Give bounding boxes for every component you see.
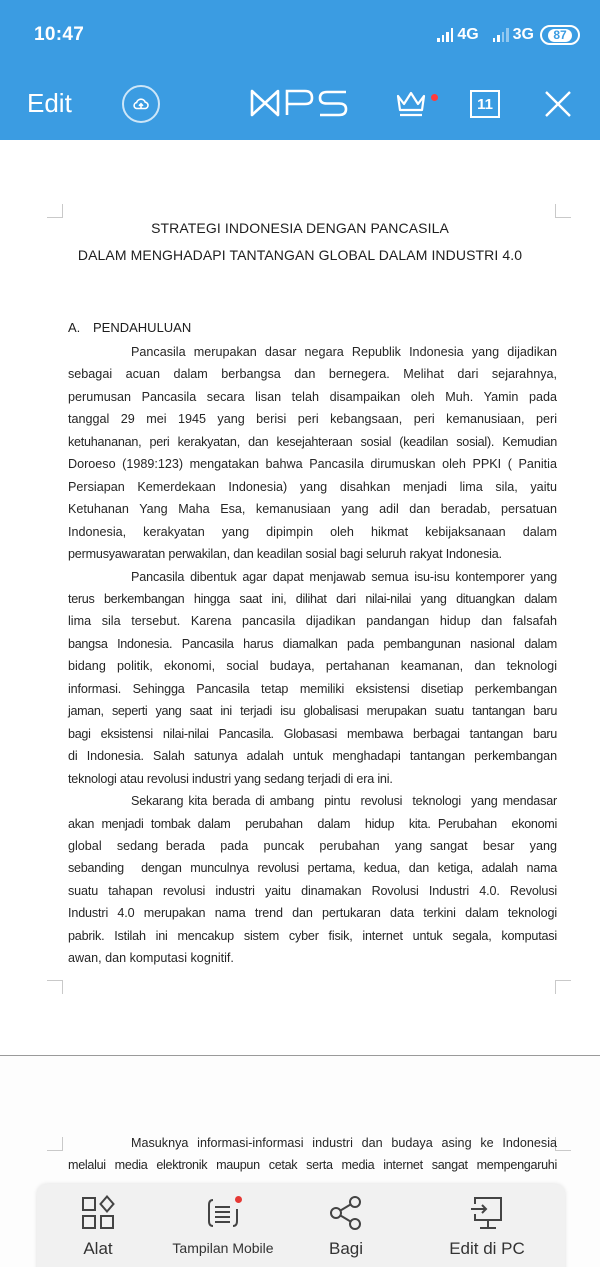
tab-label: Edit di PC xyxy=(449,1239,525,1258)
network-type-2: 3G xyxy=(512,26,534,43)
margin-corner-mark xyxy=(47,1137,63,1151)
text-line: tanggal 29 mei 1945 yang berisi peri kebangsaan, peri kemanusiaan, peri xyxy=(68,412,557,427)
tab-alat[interactable] xyxy=(65,1184,131,1267)
margin-corner-mark xyxy=(47,204,63,218)
text-line: bagi eksistensi nilai-nilai Pancasila. Globasasi membawa berbagai tantangan baru xyxy=(68,726,557,741)
page-count: 11 xyxy=(477,95,493,113)
text-line: permusyawaratan perwakilan, dan keadilan sosial bagi seluruh rakyat Indonesia. xyxy=(68,547,502,562)
edit-on-pc-icon xyxy=(469,1195,505,1231)
text-line: terus berkembangan hingga saat ini, dilihat dari nilai-nilai yang dituangkan dalam xyxy=(68,591,557,606)
page-count-button[interactable] xyxy=(470,90,500,118)
text-line: bangsa Indonesia. Pancasila harus diamalkan pada pembangunan nasional dalam xyxy=(68,636,557,651)
text-line: bidang politik, ekonomi, social budaya, pertahanan keamanan, dan teknologi xyxy=(68,659,557,674)
battery-level: 87 xyxy=(548,29,571,42)
close-icon[interactable] xyxy=(543,89,573,119)
text-line: global sedang berada pada puncak perubahan yang sangat besar yang xyxy=(68,838,557,853)
text-line: Pancasila merupakan dasar negara Republik Indonesia yang dijadikan xyxy=(131,345,557,359)
document-title-line-1: STRATEGI INDONESIA DENGAN PANCASILA xyxy=(151,220,449,236)
margin-corner-mark xyxy=(47,980,63,994)
text-line: Industri 4.0 merupakan nama trend dan pertukaran data terkini dalam teknologi xyxy=(68,906,557,921)
text-line: sebagai acuan dalam berbangsa dan bernegera. Melihat dari sejarahnya, xyxy=(68,367,557,382)
share-icon xyxy=(328,1195,364,1231)
page-1-body xyxy=(68,341,557,970)
wps-logo xyxy=(250,88,350,118)
text-line: Sekarang kita berada di ambang pintu revolusi teknologi yang mendasar xyxy=(131,794,557,809)
text-line: jaman, seperti yang saat ini terjadi isu globalisasi merupakan suatu tantangan baru xyxy=(68,704,557,719)
text-line: Pancasila dibentuk agar dapat menjawab semua isu-isu kontemporer yang xyxy=(131,569,557,584)
text-line: ketuhananan, peri kerakyatan, dan kesejahteraan sosial (keadilan sosial). Kemudian xyxy=(68,434,557,449)
text-line: awan, dan komputasi kognitif. xyxy=(68,951,234,966)
text-line: di Indonesia. Salah satunya adalah untuk menghadapi tantangan perkembangan xyxy=(68,749,557,764)
battery-icon xyxy=(540,25,580,45)
logo-text: WPS xyxy=(250,88,253,89)
signal-strength-icon xyxy=(493,28,509,42)
document-title-line-2: DALAM MENGHADAPI TANTANGAN GLOBAL DALAM INDUSTRI 4.0 xyxy=(77,247,523,263)
text-line: Persiapan Kemerdekaan Indonesia) yang disahkan menjadi lima sila, yaitu xyxy=(68,479,557,494)
edit-button[interactable]: Edit xyxy=(27,88,72,118)
crown-icon[interactable] xyxy=(394,88,428,118)
bottom-toolbar xyxy=(37,1184,565,1267)
margin-corner-mark xyxy=(555,204,571,218)
text-line: informasi. Sehingga Pancasila tetap memiliki eksistensi disetiap perkembangan xyxy=(68,681,557,696)
mobile-view-icon xyxy=(205,1195,241,1231)
tab-edit-di-pc[interactable] xyxy=(437,1184,537,1267)
text-line: akan menjadi tombak dalam perubahan dalam hidup kita. Perubahan ekonomi xyxy=(68,816,557,831)
tab-label: Tampilan Mobile xyxy=(172,1240,274,1256)
tab-label: Alat xyxy=(83,1239,113,1258)
section-title: PENDAHULUAN xyxy=(93,320,192,335)
text-line: lima sila tersebut. Karena pancasila dijadikan pandangan hidup dan falsafah xyxy=(68,614,557,629)
text-line: Ketuhanan Yang Maha Esa, kemanusiaan yang adil dan beradab, persatuan xyxy=(68,502,557,517)
network-type-1: 4G xyxy=(457,26,479,43)
section-number: A. xyxy=(68,320,81,335)
page-2-body xyxy=(68,1132,557,1177)
text-line: pabrik. Istilah ini mencakup sistem cyber fisik, internet untuk segala, komputasi xyxy=(68,928,557,943)
text-line: sebanding dengan munculnya revolusi pertama, kedua, dan ketiga, adalah nama xyxy=(68,861,557,876)
top-bar xyxy=(0,0,600,140)
text-line: teknologi atau revolusi industri yang sedang terjadi di era ini. xyxy=(68,771,393,786)
margin-corner-mark xyxy=(555,1137,571,1151)
text-line: Indonesia, kerakyatan yang dipimpin oleh hikmat kebijaksanaan dalam xyxy=(68,524,557,539)
text-line: Doroeso (1989:123) mengatakan bahwa Pancasila dirumuskan oleh PPKI ( Panitia xyxy=(68,457,557,472)
signal-strength-icon xyxy=(437,28,453,42)
notification-dot xyxy=(431,94,438,101)
tab-label: Bagi xyxy=(328,1239,364,1258)
cloud-upload-button[interactable] xyxy=(122,85,160,123)
tab-tampilan-mobile[interactable] xyxy=(165,1184,281,1267)
page-separator xyxy=(0,1055,600,1056)
section-heading xyxy=(68,320,191,335)
status-indicators xyxy=(437,24,580,46)
text-line: melalui media elektronik maupun cetak serta media internet sangat mempengaruhi xyxy=(68,1158,557,1173)
text-line: Masuknya informasi-informasi industri dan budaya asing ke Indonesia xyxy=(131,1136,557,1150)
text-line: perumusan Pancasila secara lisan telah disampaikan oleh Muh. Yamin pada xyxy=(68,389,557,404)
cloud-upload-icon xyxy=(132,97,150,111)
margin-corner-mark xyxy=(555,980,571,994)
tab-bagi[interactable] xyxy=(313,1184,379,1267)
notification-dot xyxy=(235,1196,242,1203)
text-line: suatu tahapan revolusi industri yaitu dinamakan Rovolusi Industri 4.0. Revolusi xyxy=(68,883,557,898)
tools-grid-icon xyxy=(80,1195,116,1231)
status-time: 10:47 xyxy=(34,24,85,45)
